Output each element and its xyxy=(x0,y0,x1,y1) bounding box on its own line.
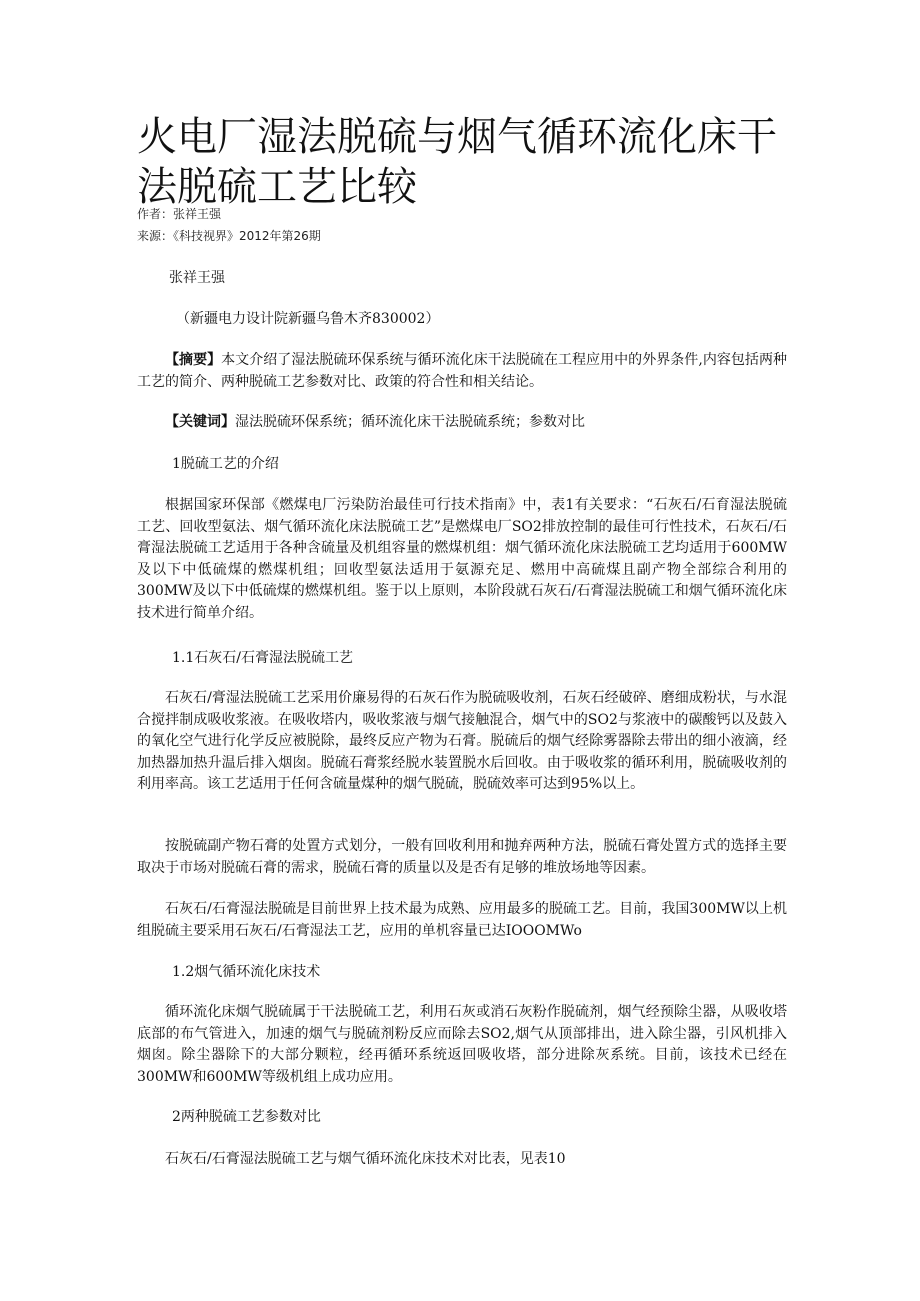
keywords-text: 湿法脱硫环保系统；循环流化床干法脱硫系统；参数对比 xyxy=(235,414,585,430)
section-2-heading: 2两种脱硫工艺参数对比 xyxy=(172,1109,321,1125)
section-1-1-paragraph-1: 石灰石/膏湿法脱硫工艺采用价廉易得的石灰石作为脱硫吸收剂，石灰石经破碎、磨细成粉状，与水混合搅拌制成吸收浆液。在吸收塔内，吸收浆液与烟气接触混合，烟气中的SO2与浆液中的碳酸钙以及鼓入的氧化空气进行化学反应被脱除，最终反应产物为石膏。脱硫后的烟气经除雾器除去带出的细小液滴，经加热器加热升温后排入烟囱。脱硫石膏浆经脱水装置脱水后回收。由于吸收浆的循环利用，脱硫吸收剂的利用率高。该工艺适用于任何含硫量煤种的烟气脱硫，脱硫效率可达到95%以上。 xyxy=(137,690,787,792)
section-1-1-paragraph-2: 按脱硫副产物石膏的处置方式划分，一般有回收利用和抛弃两种方法，脱硫石膏处置方式的选择主要取决于市场对脱硫石膏的需求，脱硫石膏的质量以及是否有足够的堆放场地等因素。 xyxy=(137,838,787,876)
abstract-label: 【摘要】 xyxy=(165,352,222,368)
section-1-paragraph-1: 根据国家环保部《燃煤电厂污染防治最佳可行技术指南》中，表1有关要求：“石灰石/石育湿法脱硫工艺、回收型氨法、烟气循环流化床法脱硫工艺”是燃煤电厂SO2排放控制的最佳可行性技术，石灰石/石膏湿法脱硫工艺适用于各种含硫量及机组容量的燃煤机组：烟气循环流化床法脱硫工艺均适用于600MW及以下中低硫煤的燃煤机组；回收型氨法适用于氨源充足、燃用中高硫煤且副产物全部综合利用的300MW及以下中低硫煤的燃煤机组。鉴于以上原则，本阶段就石灰石/石膏湿法脱硫工和烟气循环流化床技术进行简单介绍。 xyxy=(137,497,787,621)
keywords-paragraph xyxy=(137,412,787,434)
byline: 张祥王强 xyxy=(169,270,225,286)
keywords-label: 【关键词】 xyxy=(165,414,235,430)
section-1-2-heading: 1.2烟气循环流化床技术 xyxy=(172,964,321,980)
source-line: 来源：《科技视界》2012年第26期 xyxy=(137,229,321,243)
author-line: 作者：张祥王强 xyxy=(137,207,222,221)
section-1-1-paragraph-3: 石灰石/石膏湿法脱硫是目前世界上技术最为成熟、应用最多的脱硫工艺。目前，我国300MW以上机组脱硫主要采用石灰石/石膏湿法工艺，应用的单机容量已达IOOOMWo xyxy=(137,901,787,939)
abstract-paragraph xyxy=(137,350,787,393)
section-2-paragraph-1: 石灰石/石膏湿法脱硫工艺与烟气循环流化床技术对比表，见表10 xyxy=(165,1151,566,1167)
article-title: 火电厂湿法脱硫与烟气循环流化床干法脱硫工艺比较 xyxy=(137,114,777,210)
section-1-2-paragraph-1: 循环流化床烟气脱硫属于干法脱硫工艺，利用石灰或消石灰粉作脱硫剂，烟气经预除尘器，从吸收塔底部的布气管进入，加速的烟气与脱硫剂粉反应而除去SO2,烟气从顶部排出，进入除尘器，引风机排入烟囱。除尘器除下的大部分颗粒，经再循环系统返回吸收塔，部分进除灰系统。目前，该技术已经在300MW和600MW等级机组上成功应用。 xyxy=(137,1004,787,1085)
affiliation: （新疆电力设计院新疆乌鲁木齐830002） xyxy=(176,311,440,327)
section-1-1-heading: 1.1石灰石/石膏湿法脱硫工艺 xyxy=(172,650,353,666)
section-1-heading: 1脱硫工艺的介绍 xyxy=(172,456,279,472)
abstract-text: 本文介绍了湿法脱硫环保系统与循环流化床干法脱硫在工程应用中的外界条件,内容包括两种工艺的简介、两种脱硫工艺参数对比、政策的符合性和相关结论。 xyxy=(137,352,787,390)
